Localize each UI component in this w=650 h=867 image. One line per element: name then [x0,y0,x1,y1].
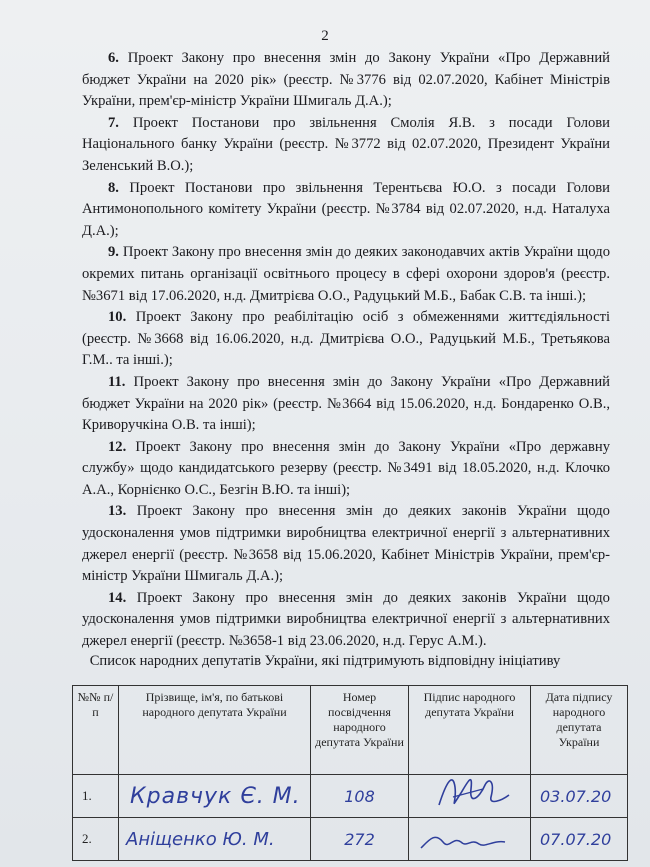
signatures-table [72,685,628,861]
header-certificate-number: Номер посвідчення народного депутата України [311,686,409,775]
item-text: Проект Закону про внесення змін до Закону України «Про державну службу» щодо кандидатського резерву (реєстр. №3491 від 18.05.2020, н.д. Клочко А.А., Корнієнко О.С., Безгін В.Ю. та інші); [82,438,610,498]
handwritten-date: 07.07.20 [540,829,612,849]
item-number: 12. [108,438,127,455]
handwritten-date: 03.07.20 [540,786,612,806]
handwritten-certificate-number: 272 [344,829,375,849]
table-row [73,775,628,818]
signature-image [409,775,531,815]
certificate-cell [311,818,409,861]
item-number: 10. [108,309,127,326]
item-text: Проект Закону про внесення змін до деяких законів України щодо удосконалення умов підтримки виробництва електричної енергії з альтернативних джерел енергії (реєстр. №3658 від 15.06.2020, Кабінет Міністрів України, прем'єр-міністр України Шмигаль Д.А.); [82,503,610,585]
item-number: 6. [108,50,119,66]
agenda-list [82,48,610,653]
item-text: Проект Закону про внесення змін до Закону України «Про Державний бюджет України на 2020 рік» (реєстр. №3664 від 15.06.2020, н.д. Бондаренко О.В., Криворучкіна О.В. та інші); [82,373,610,434]
row-number: 1. [82,788,92,803]
agenda-item-10 [82,307,610,372]
item-text: Проект Закону про внесення змін до деяких законів України щодо удосконалення умов підтримки виробництва електричної енергії з альтернативних джерел енергії (реєстр. №3658-1 від 23.06.2020, н.д. Герус А.М.). [82,589,610,650]
signatories-list-title: Список народних депутатів України, які підтримують відповідну ініціативу [89,653,561,669]
header-number: №№ п/п [73,686,119,775]
signature-cell [409,818,531,861]
table-header-row [73,686,628,775]
handwritten-certificate-number: 108 [344,786,375,806]
agenda-item-13 [82,501,610,587]
name-cell [119,818,311,861]
item-number: 14. [108,589,127,606]
page-number: 2 [321,28,329,44]
name-cell [119,775,311,818]
agenda-item-12 [82,437,610,502]
agenda-item-7 [82,113,610,178]
item-text: Проект Закону про внесення змін до Закону України «Про Державний бюджет України на 2020 рік» (реєстр. №3776 від 02.07.2020, Кабінет Міністрів України, прем'єр-міністр України Шмигаль Д.А.); [82,50,610,110]
date-cell [531,818,628,861]
agenda-item-14 [82,588,610,653]
agenda-item-8 [82,178,610,243]
item-number: 9. [108,244,119,261]
item-text: Проект Закону про реабілітацію осіб з обмеженнями життєдіяльності (реєстр. №3668 від 16.06.2020, н.д. Дмитрієва О.О., Радуцький М.Б., Третьякова Г.М.. та інші.); [82,309,610,369]
item-number: 7. [108,114,119,131]
signature-cell [409,775,531,818]
agenda-item-6 [82,48,610,113]
signature-image [409,818,531,858]
certificate-cell [311,775,409,818]
item-number: 13. [108,503,127,520]
item-number: 8. [108,179,119,196]
agenda-item-9 [82,242,610,307]
agenda-item-11 [82,372,610,437]
row-number-cell [73,818,119,861]
item-text: Проект Закону про внесення змін до деяких законодавчих актів України щодо окремих питань організації освітнього процесу в сфері охорони здоров'я (реєстр. №3671 від 17.06.2020, н.д. Дмитрієва О.О., Радуцький М.Б., Бабак С.В. та інші.); [82,244,610,304]
item-number: 11. [108,373,126,390]
row-number: 2. [82,831,92,846]
handwritten-name: Кравчук Є. М. [130,783,301,809]
header-signature: Підпис народного депутата України [409,686,531,775]
date-cell [531,775,628,818]
table-row [73,818,628,861]
item-text: Проект Постанови про звільнення Терентьєва Ю.О. з посади Голови Антимонопольного комітету України (реєстр. №3784 від 02.07.2020, н.д. Наталуха Д.А.); [82,179,610,239]
header-sign-date: Дата підпису народного депутата України [531,686,628,775]
handwritten-name: Аніщенко Ю. М. [126,828,275,850]
item-text: Проект Постанови про звільнення Смолія Я.В. з посади Голови Національного банку України (реєстр. №3772 від 02.07.2020, Президент України Зеленський В.О.); [82,114,610,174]
row-number-cell [73,775,119,818]
header-full-name: Прізвище, ім'я, по батькові народного депутата України [119,686,311,775]
